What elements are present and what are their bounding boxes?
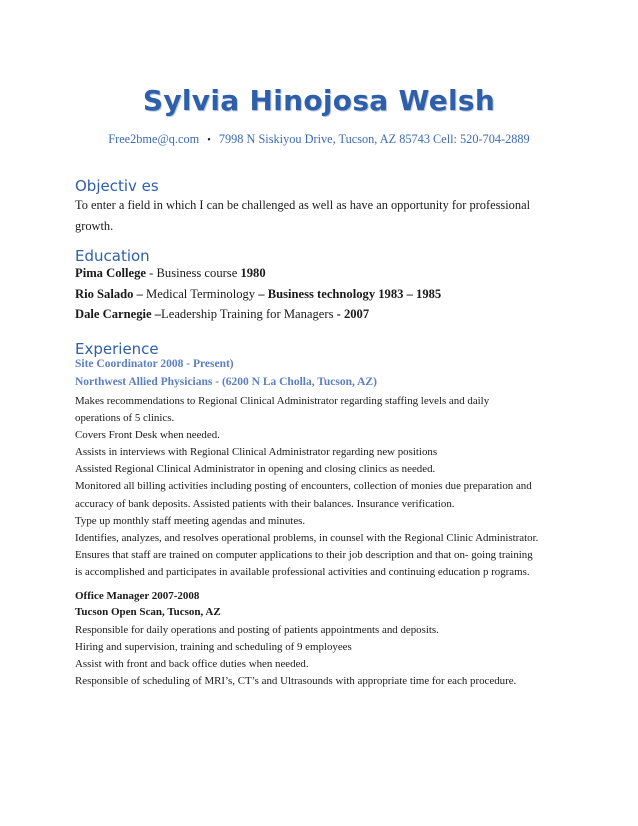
job-org-northwest-allied: Northwest Allied Physicians - (6200 N La Cholla, Tucson, AZ) bbox=[75, 376, 377, 388]
duty-line: Ensures that staff are trained on computer applications to their job description and that on- going training bbox=[75, 548, 533, 561]
school-name: Dale Carnegie – bbox=[75, 307, 162, 321]
school-name: Pima College bbox=[75, 266, 146, 280]
program-name: Medical Terminology bbox=[146, 287, 259, 301]
job-2-duties bbox=[75, 622, 575, 690]
objective-line-1: To enter a field in which I can be challenged as well as have an opportunity for professional bbox=[75, 198, 531, 212]
contact-line bbox=[0, 132, 638, 147]
education-heading: Education bbox=[75, 247, 150, 265]
duty-line: Assisted Regional Clinical Administrator in opening and closing clinics as needed. bbox=[75, 463, 436, 476]
job-1-duties bbox=[75, 393, 575, 581]
education-entry-rio-salado bbox=[75, 287, 441, 302]
bullet-separator: • bbox=[207, 135, 211, 146]
program-name: Leadership Training for Managers bbox=[161, 307, 337, 321]
year: - 2007 bbox=[336, 307, 370, 321]
job-title-site-coordinator: Site Coordinator 2008 - Present) bbox=[75, 358, 234, 370]
objective-text bbox=[75, 195, 575, 237]
duty-line: Assists in interviews with Regional Clinical Administrator regarding new positions bbox=[75, 446, 438, 459]
year: 1980 bbox=[240, 266, 266, 280]
duty-line: Covers Front Desk when needed. bbox=[75, 429, 220, 442]
program-name: Business course bbox=[156, 266, 241, 280]
objective-line-2: growth. bbox=[75, 219, 114, 233]
duty-line: operations of 5 clinics. bbox=[75, 412, 175, 425]
duty-line: Hiring and supervision, training and scheduling of 9 employees bbox=[75, 641, 352, 654]
duty-line: is accomplished and participates in available professional activities and continuing education p rograms. bbox=[75, 565, 530, 578]
email-address: Free2bme@q.com bbox=[108, 132, 200, 146]
candidate-name: Sylvia Hinojosa Welsh bbox=[142, 84, 496, 117]
job-org-tucson-open-scan: Tucson Open Scan, Tucson, AZ bbox=[75, 606, 221, 618]
duty-line: Responsible of scheduling of MRI’s, CT’s and Ultrasounds with appropriate time for each procedure. bbox=[75, 675, 517, 688]
duty-line: Identifies, analyzes, and resolves operational problems, in counsel with the Regional Clinic Administrator. bbox=[75, 531, 539, 544]
objectives-heading: Objectiv es bbox=[75, 177, 159, 195]
job-title-office-manager: Office Manager 2007-2008 bbox=[75, 590, 200, 602]
education-entry-dale-carnegie bbox=[75, 307, 369, 322]
duty-line: Assist with front and back office duties when needed. bbox=[75, 658, 309, 671]
duty-line: accuracy of bank deposits. Assisted patients with their balances. Insurance verification. bbox=[75, 497, 455, 510]
duty-line: Type up monthly staff meeting agendas and minutes. bbox=[75, 514, 306, 527]
separator: - bbox=[146, 266, 157, 280]
extra-program: – Business technology 1983 – 1985 bbox=[258, 287, 442, 301]
duty-line: Makes recommendations to Regional Clinical Administrator regarding staffing levels and daily bbox=[75, 395, 490, 407]
school-name: Rio Salado – bbox=[75, 287, 147, 301]
experience-heading: Experience bbox=[75, 340, 159, 358]
duty-line: Responsible for daily operations and posting of patients appointments and deposits. bbox=[75, 624, 439, 636]
address-phone: 7998 N Siskiyou Drive, Tucson, AZ 85743 Cell: 520-704-2889 bbox=[218, 132, 530, 146]
duty-line: Monitored all billing activities including posting of encounters, collection of monies due preparation and bbox=[75, 480, 532, 493]
education-entry-pima bbox=[75, 266, 266, 281]
